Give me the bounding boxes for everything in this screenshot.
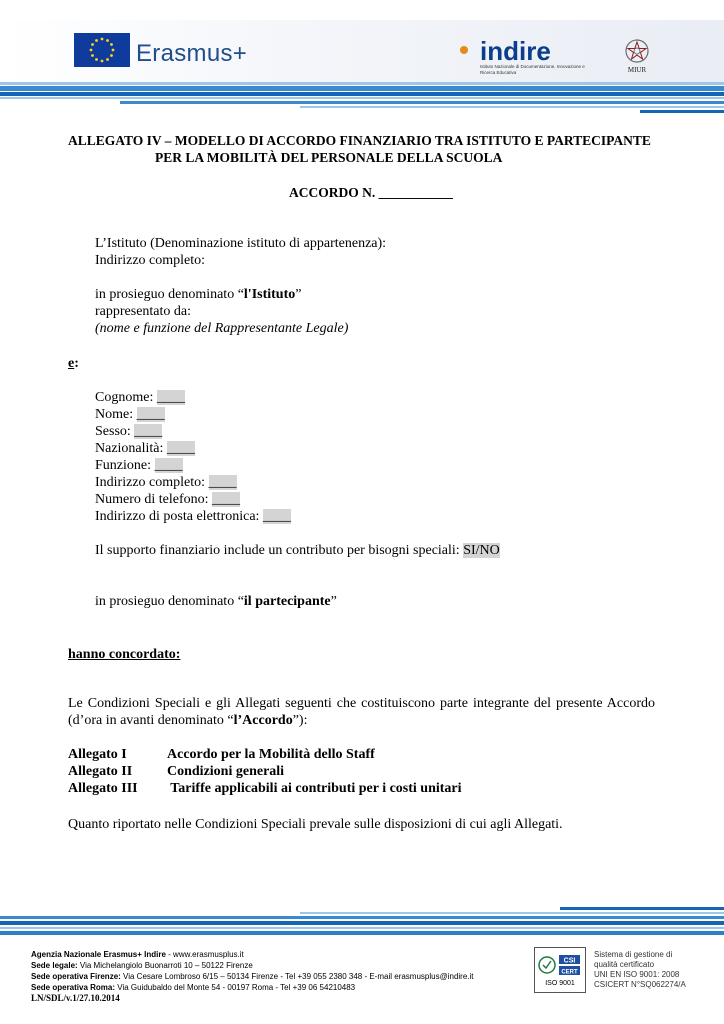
condizioni-paragraph [68, 695, 655, 729]
allegato-row [68, 746, 375, 763]
field-email [95, 508, 291, 525]
footer-label: Sede operativa Roma: [31, 983, 116, 992]
footer-stripe [300, 912, 724, 914]
cert-line: UNI EN ISO 9001: 2008 [594, 970, 680, 979]
field-label: Indirizzo di posta elettronica: [95, 509, 263, 524]
e-colon: : [74, 356, 79, 371]
footer-stripe [0, 931, 724, 935]
rappresentante-legale: (nome e funzione del Rappresentante Legale) [95, 321, 349, 336]
istituto-indirizzo: Indirizzo completo: [95, 253, 206, 268]
allegato-key: Allegato II [68, 764, 133, 779]
allegato-value: Condizioni generali [167, 764, 285, 779]
partecipante-denominato-suffix: ” [330, 594, 337, 609]
field-value-input[interactable]: ____ [166, 441, 195, 456]
footer-stripe [0, 921, 724, 925]
field-telefono [95, 491, 240, 508]
condizioni-accordo: l’Accordo [233, 713, 293, 728]
allegato-key: Allegato I [68, 747, 127, 762]
italian-republic-emblem-icon [624, 38, 650, 64]
field-value-input[interactable]: ____ [212, 492, 241, 507]
e-label [68, 355, 79, 372]
istituto-denominato [95, 286, 301, 303]
document-version-code: LN/SDL/v.1/27.10.2014 [31, 993, 120, 1003]
supporto-si-no-input[interactable]: SI/NO [463, 543, 500, 558]
allegato-row [68, 780, 462, 797]
footer-stripe [0, 927, 724, 929]
field-label: Funzione: [95, 458, 155, 473]
indire-subtitle: Istituto Nazionale di Documentazione, Innovazione e Ricerca Educativa [480, 64, 585, 75]
footer-stripe [560, 907, 724, 910]
field-indirizzo-completo [95, 474, 237, 491]
e-letter: e [68, 356, 75, 371]
footer-stripe [0, 916, 724, 919]
certification-text [594, 950, 686, 990]
istituto-denominato-name: l'Istituto [243, 287, 296, 302]
header-stripe [120, 101, 724, 104]
indire-logo [458, 38, 588, 78]
supporto-text: Il supporto finanziario include un contributo per bisogni speciali: [95, 543, 464, 558]
field-value-input[interactable]: ____ [208, 475, 237, 490]
document-title-line-2: PER LA MOBILITÀ DEL PERSONALE DELLA SCUOLA [155, 150, 503, 165]
footer-sede-legale [31, 960, 253, 971]
field-value-input[interactable]: ____ [262, 509, 291, 524]
svg-text:CERT: CERT [561, 969, 578, 976]
quanto-riportato: Quanto riportato nelle Condizioni Speciali prevale sulle disposizioni di cui agli Allegati. [68, 817, 563, 832]
condizioni-text: Le Condizioni Speciali e gli Allegati seguenti che costituiscono parte integrante del presente Accordo (d’ora in avanti denominato “ [68, 696, 655, 728]
field-value-input[interactable]: ____ [136, 407, 165, 422]
field-value-input[interactable]: ____ [156, 390, 185, 405]
header-stripe [0, 86, 724, 91]
footer-agency [31, 949, 244, 960]
footer-agency-name: Agenzia Nazionale Erasmus+ Indire [31, 950, 166, 959]
field-label: Cognome: [95, 390, 157, 405]
miur-label: MIUR [627, 66, 647, 74]
field-cognome [95, 389, 185, 406]
footer-sede-firenze [31, 971, 474, 982]
cert-line: Sistema di gestione di [594, 950, 673, 959]
csi-cert-logo-icon [538, 951, 582, 979]
cert-line: CSICERT N°SQ062274/A [594, 980, 686, 989]
eu-flag-icon [74, 33, 130, 67]
svg-text:CSI: CSI [563, 957, 576, 965]
allegato-value: Accordo per la Mobilità dello Staff [167, 747, 375, 762]
footer-sede-roma [31, 982, 355, 993]
footer-agency-site: - www.erasmusplus.it [165, 950, 244, 959]
allegato-key: Allegato III [68, 781, 138, 796]
field-label: Sesso: [95, 424, 135, 439]
header-stripe [0, 97, 724, 99]
allegato-value: Tariffe applicabili ai contributi per i costi unitari [167, 781, 462, 796]
header-stripe [0, 82, 724, 85]
document-title-line-1: ALLEGATO IV – MODELLO DI ACCORDO FINANZIARIO TRA ISTITUTO E PARTECIPANTE [68, 133, 651, 148]
csi-cert-badge [534, 947, 586, 993]
condizioni-suffix: ”): [292, 713, 308, 728]
header-stripe [300, 106, 724, 108]
istituto-denominato-suffix: ” [295, 287, 302, 302]
istituto-denominazione: L’Istituto (Denominazione istituto di appartenenza): [95, 236, 387, 251]
field-label: Nazionalità: [95, 441, 167, 456]
accordo-number: ACCORDO N. ___________ [289, 185, 453, 200]
cert-line: qualità certificato [594, 960, 655, 969]
indire-wordmark: indire [480, 36, 551, 66]
field-value-input[interactable]: ____ [154, 458, 183, 473]
header-stripe [0, 92, 724, 96]
hanno-concordato-heading: hanno concordato: [68, 647, 181, 662]
footer-address: Via Michelangiolo Buonarroti 10 – 50122 Firenze [77, 961, 253, 970]
footer-label: Sede legale: [31, 961, 78, 970]
footer-label: Sede operativa Firenze: [31, 972, 121, 981]
field-sesso [95, 423, 162, 440]
supporto-finanziario [95, 542, 500, 559]
field-nome [95, 406, 165, 423]
field-nazionalita [95, 440, 195, 457]
field-label: Nome: [95, 407, 137, 422]
footer-address: Via Guidubaldo del Monte 54 - 00197 Roma - Tel +39 06 54210483 [115, 983, 356, 992]
indire-dot-icon [460, 46, 468, 54]
footer-address: Via Cesare Lombroso 6/15 – 50134 Firenze - Tel +39 055 2380 348 - E-mail erasmusplus@indire.it [120, 972, 474, 981]
allegato-row [68, 763, 284, 780]
header-stripe [640, 110, 724, 113]
iso-9001-label: ISO 9001 [545, 980, 575, 987]
erasmus-plus-logo: Erasmus+ [136, 40, 248, 67]
field-label: Numero di telefono: [95, 492, 213, 507]
partecipante-denominato-name: il partecipante [243, 594, 331, 609]
rappresentato-da: rappresentato da: [95, 304, 192, 319]
field-value-input[interactable]: ____ [134, 424, 163, 439]
field-funzione [95, 457, 183, 474]
partecipante-denominato [95, 593, 337, 610]
istituto-denominato-prefix: in prosieguo denominato “ [95, 287, 244, 302]
partecipante-denominato-prefix: in prosieguo denominato “ [95, 594, 244, 609]
field-label: Indirizzo completo: [95, 475, 209, 490]
